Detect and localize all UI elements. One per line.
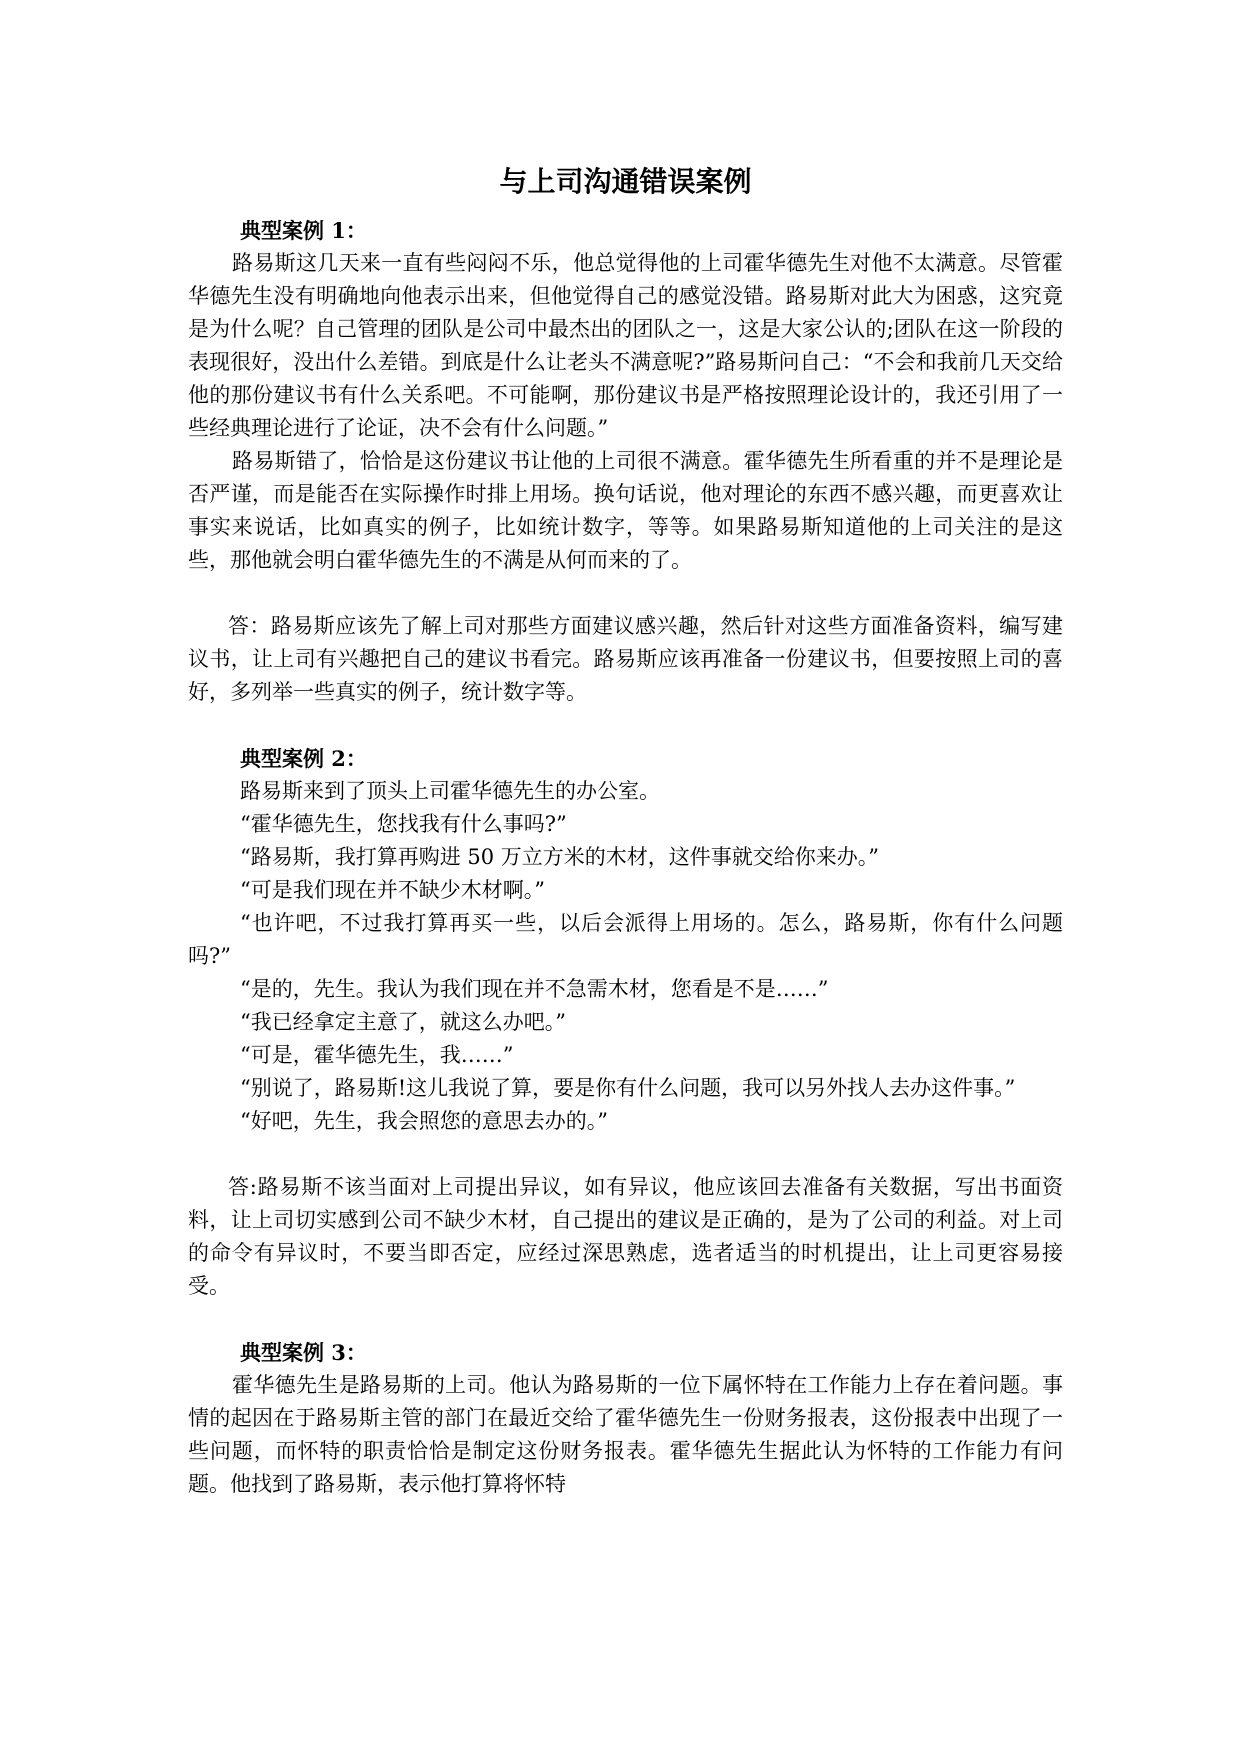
case-3-heading: 典型案例 3： xyxy=(240,1340,367,1365)
case-2-dialog-line: “是的，先生。我认为我们现在并不急需木材，您看是不是……” xyxy=(240,977,829,1001)
case-2-answer: 答:路易斯不该当面对上司提出异议，如有异议，他应该回去准备有关数据，写出书面资料，让上司切实感到公司不缺少木材，自己提出的建议是正确的，是为了公司的利益。对上司的命令有异议时，不要当即否定，应经过深思熟虑，选者适当的时机提出，让上司更容易接受。 xyxy=(188,1175,1063,1298)
case-2-dialog-line: “好吧，先生，我会照您的意思去办的。” xyxy=(240,1109,608,1133)
spacer xyxy=(188,1303,1063,1336)
case-2-dialog-line: “路易斯，我打算再购进 50 万立方米的木材，这件事就交给你来办。” xyxy=(240,845,880,869)
case-2-heading: 典型案例 2： xyxy=(240,746,367,771)
case-1-heading: 典型案例 1： xyxy=(240,218,367,243)
spacer xyxy=(188,1138,1063,1171)
case-1-paragraph-1: 路易斯这几天来一直有些闷闷不乐，他总觉得他的上司霍华德先生对他不太满意。尽管霍华德先生没有明确地向他表示出来，但他觉得自己的感觉没错。路易斯对此大为困惑，这究竟是为什么呢？自己管理的团队是公司中最杰出的团队之一，这是大家公认的;团队在这一阶段的表现很好，没出什么差错。到底是什么让老头不满意呢?”路易斯问自己：“不会和我前几天交给他的那份建议书有什么关系吧。不可能啊，那份建议书是严格按照理论设计的，我还引用了一些经典理论进行了论证，决不会有什么问题。” xyxy=(188,251,1063,440)
case-3 xyxy=(188,1336,1063,1501)
case-1 xyxy=(188,214,1063,709)
spacer xyxy=(188,577,1063,610)
case-2-dialog-line: “可是我们现在并不缺少木材啊。” xyxy=(240,878,545,902)
case-2 xyxy=(188,742,1063,1303)
case-2-dialog-line: 路易斯来到了顶头上司霍华德先生的办公室。 xyxy=(240,779,660,803)
document-title: 与上司沟通错误案例 xyxy=(499,165,752,198)
spacer xyxy=(188,709,1063,742)
case-3-paragraph-1: 霍华德先生是路易斯的上司。他认为路易斯的一位下属怀特在工作能力上存在着问题。事情的起因在于路易斯主管的部门在最近交给了霍华德先生一份财务报表，这份报表中出现了一些问题，而怀特的职责恰恰是制定这份财务报表。霍华德先生据此认为怀特的工作能力有问题。他找到了路易斯，表示他打算将怀特 xyxy=(188,1373,1063,1496)
case-2-dialog-line: “霍华德先生，您找我有什么事吗?” xyxy=(240,812,567,836)
case-2-dialog-line: “我已经拿定主意了，就这么办吧。” xyxy=(240,1010,566,1034)
case-2-dialog-line: “也许吧，不过我打算再买一些，以后会派得上用场的。怎么，路易斯，你有什么问题吗?” xyxy=(188,911,1063,968)
case-2-dialog-line: “别说了，路易斯!这儿我说了算，要是你有什么问题，我可以另外找人去办这件事。” xyxy=(240,1076,1016,1100)
case-1-answer: 答：路易斯应该先了解上司对那些方面建议感兴趣，然后针对这些方面准备资料，编写建议书，让上司有兴趣把自己的建议书看完。路易斯应该再准备一份建议书，但要按照上司的喜好，多列举一些真实的例子，统计数字等。 xyxy=(188,614,1063,704)
case-1-paragraph-2: 路易斯错了，恰恰是这份建议书让他的上司很不满意。霍华德先生所看重的并不是理论是否严谨，而是能否在实际操作时排上用场。换句话说，他对理论的东西不感兴趣，而更喜欢让事实来说话，比如真实的例子，比如统计数字，等等。如果路易斯知道他的上司关注的是这些，那他就会明白霍华德先生的不满是从何而来的了。 xyxy=(188,449,1063,572)
case-2-dialog-line: “可是，霍华德先生，我……” xyxy=(240,1043,514,1067)
